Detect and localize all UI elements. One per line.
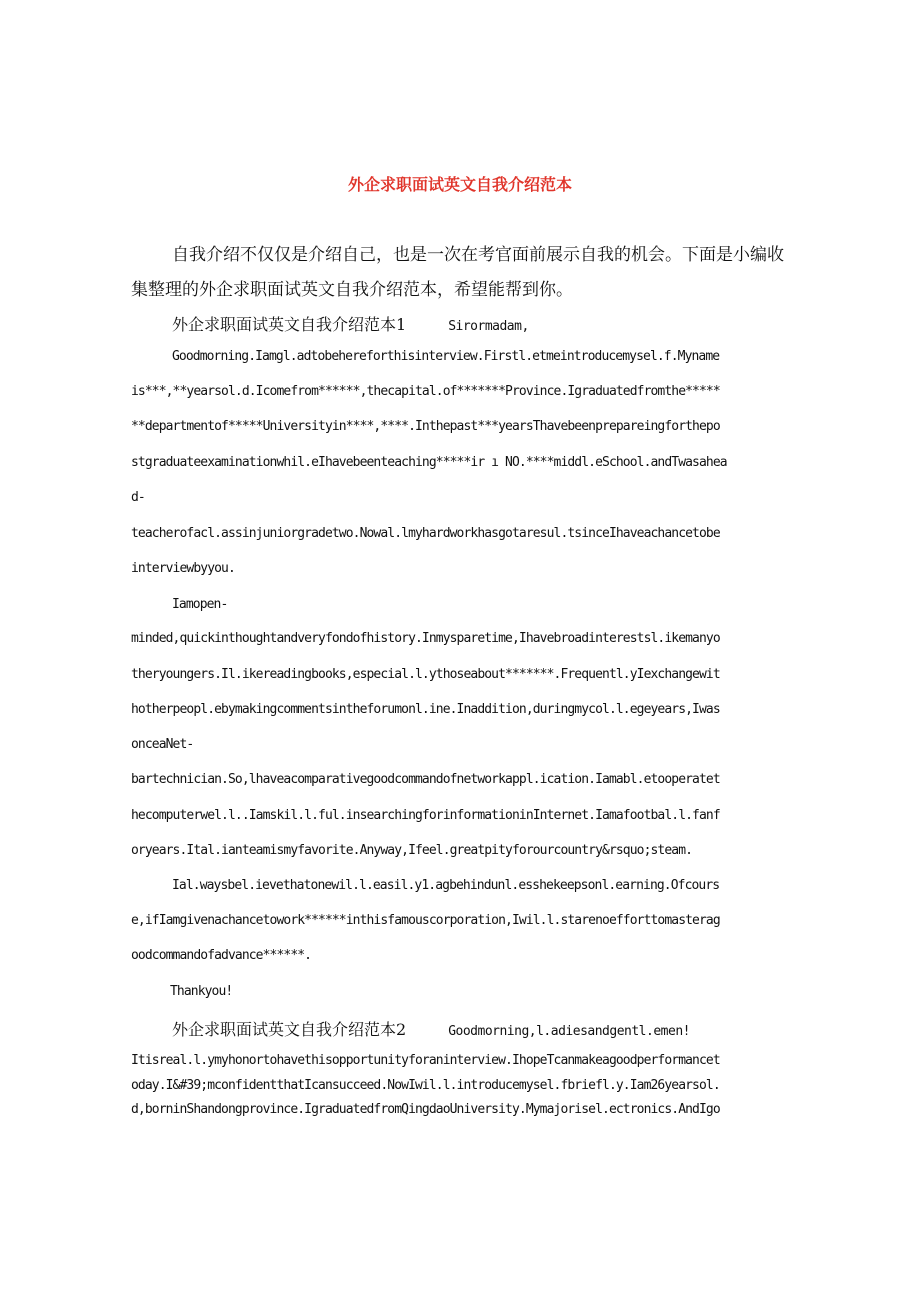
salutation: Sirormadam, [448, 319, 529, 334]
paragraph-line: Itisreal.l.ymyhonortohavethisopportunityforaninterview.IhopeTcanmakeagoodperformancet [131, 1053, 720, 1068]
section-heading-2 [172, 1017, 690, 1040]
paragraph-line: teacherofacl.assinjuniorgradetwo.Nowal.lmyhardworkhasgotaresul.tsinceIhaveachancetobe [131, 526, 720, 541]
document-title: 外企求职面试英文自我介绍范本 [347, 175, 572, 194]
paragraph-line: interviewbyyou. [131, 561, 235, 576]
salutation: Goodmorning,l.adiesandgentl.emen! [448, 1024, 690, 1039]
paragraph-line: Ial.waysbel.ievethatonewil.l.easil.y1.agbehindunl.esshekeepsonl.earning.Ofcours [172, 878, 720, 893]
paragraph-line: oday.I&#39;mconfidentthatIcansucceed.NowIwil.l.introducemysel.fbriefl.y.Iam26yearsol. [131, 1078, 720, 1093]
section-heading-text: 外企求职面试英文自我介绍范本2 [172, 1020, 407, 1039]
paragraph-line: hotherpeopl.ebymakingcommentsintheforumonl.ine.Inaddition,duringmycol.l.egeyears,Iwas [131, 702, 720, 717]
paragraph-line: onceaNet- [131, 737, 194, 752]
section-heading-text: 外企求职面试英文自我介绍范本1 [172, 315, 407, 334]
closing-line: Thankyou! [170, 984, 233, 999]
paragraph-line: e,ifIamgivenachancetowork******inthisfamouscorporation,Iwil.l.starenoefforttomasterag [131, 913, 720, 928]
intro-line: 自我介绍不仅仅是介绍自己，也是一次在考官面前展示自我的机会。下面是小编收 [172, 245, 784, 265]
paragraph-line: bartechnician.So,lhaveacomparativegoodcommandofnetworkappl.ication.Iamabl.etooperatet [131, 772, 720, 787]
paragraph-line: minded,quickinthoughtandveryfondofhistory.Inmysparetime,Ihavebroadinterestsl.ikemanyo [131, 631, 720, 646]
paragraph-line: oryears.Ital.ianteamismyfavorite.Anyway,Ifeel.greatpityforourcountry&rsquo;steam. [131, 843, 693, 858]
paragraph-line: stgraduateexaminationwhil.eIhavebeenteaching*****ir ı NO.****middl.eSchool.andTwasahea [131, 455, 727, 470]
paragraph-line: Iamopen- [172, 597, 228, 612]
paragraph-line: hecomputerwel.l..Iamskil.l.ful.insearchingforinformationinInternet.Iamafootbal.l.fanf [131, 808, 720, 823]
intro-line: 集整理的外企求职面试英文自我介绍范本，希望能帮到你。 [131, 280, 573, 300]
paragraph-line: oodcommandofadvance******. [131, 948, 312, 963]
paragraph-line: d,borninShandongprovince.IgraduatedfromQingdaoUniversity.Mymajorisel.ectronics.AndIgo [131, 1102, 720, 1117]
paragraph-line: d- [131, 490, 145, 505]
paragraph-line: theryoungers.Il.ikereadingbooks,especial.l.ythoseabout*******.Frequentl.yIexchangewit [131, 667, 720, 682]
paragraph-line: is***,**yearsol.d.Icomefrom******,thecapital.of*******Province.Igraduatedfromthe***** [131, 384, 720, 399]
paragraph-line: **departmentof*****Universityin****,****.Inthepast***yearsThavebeenprepareingforthepo [131, 419, 720, 434]
paragraph-line: Goodmorning.Iamgl.adtobehereforthisinterview.Firstl.etmeintroducemysel.f.Myname [172, 349, 720, 364]
section-heading-1 [172, 312, 529, 335]
